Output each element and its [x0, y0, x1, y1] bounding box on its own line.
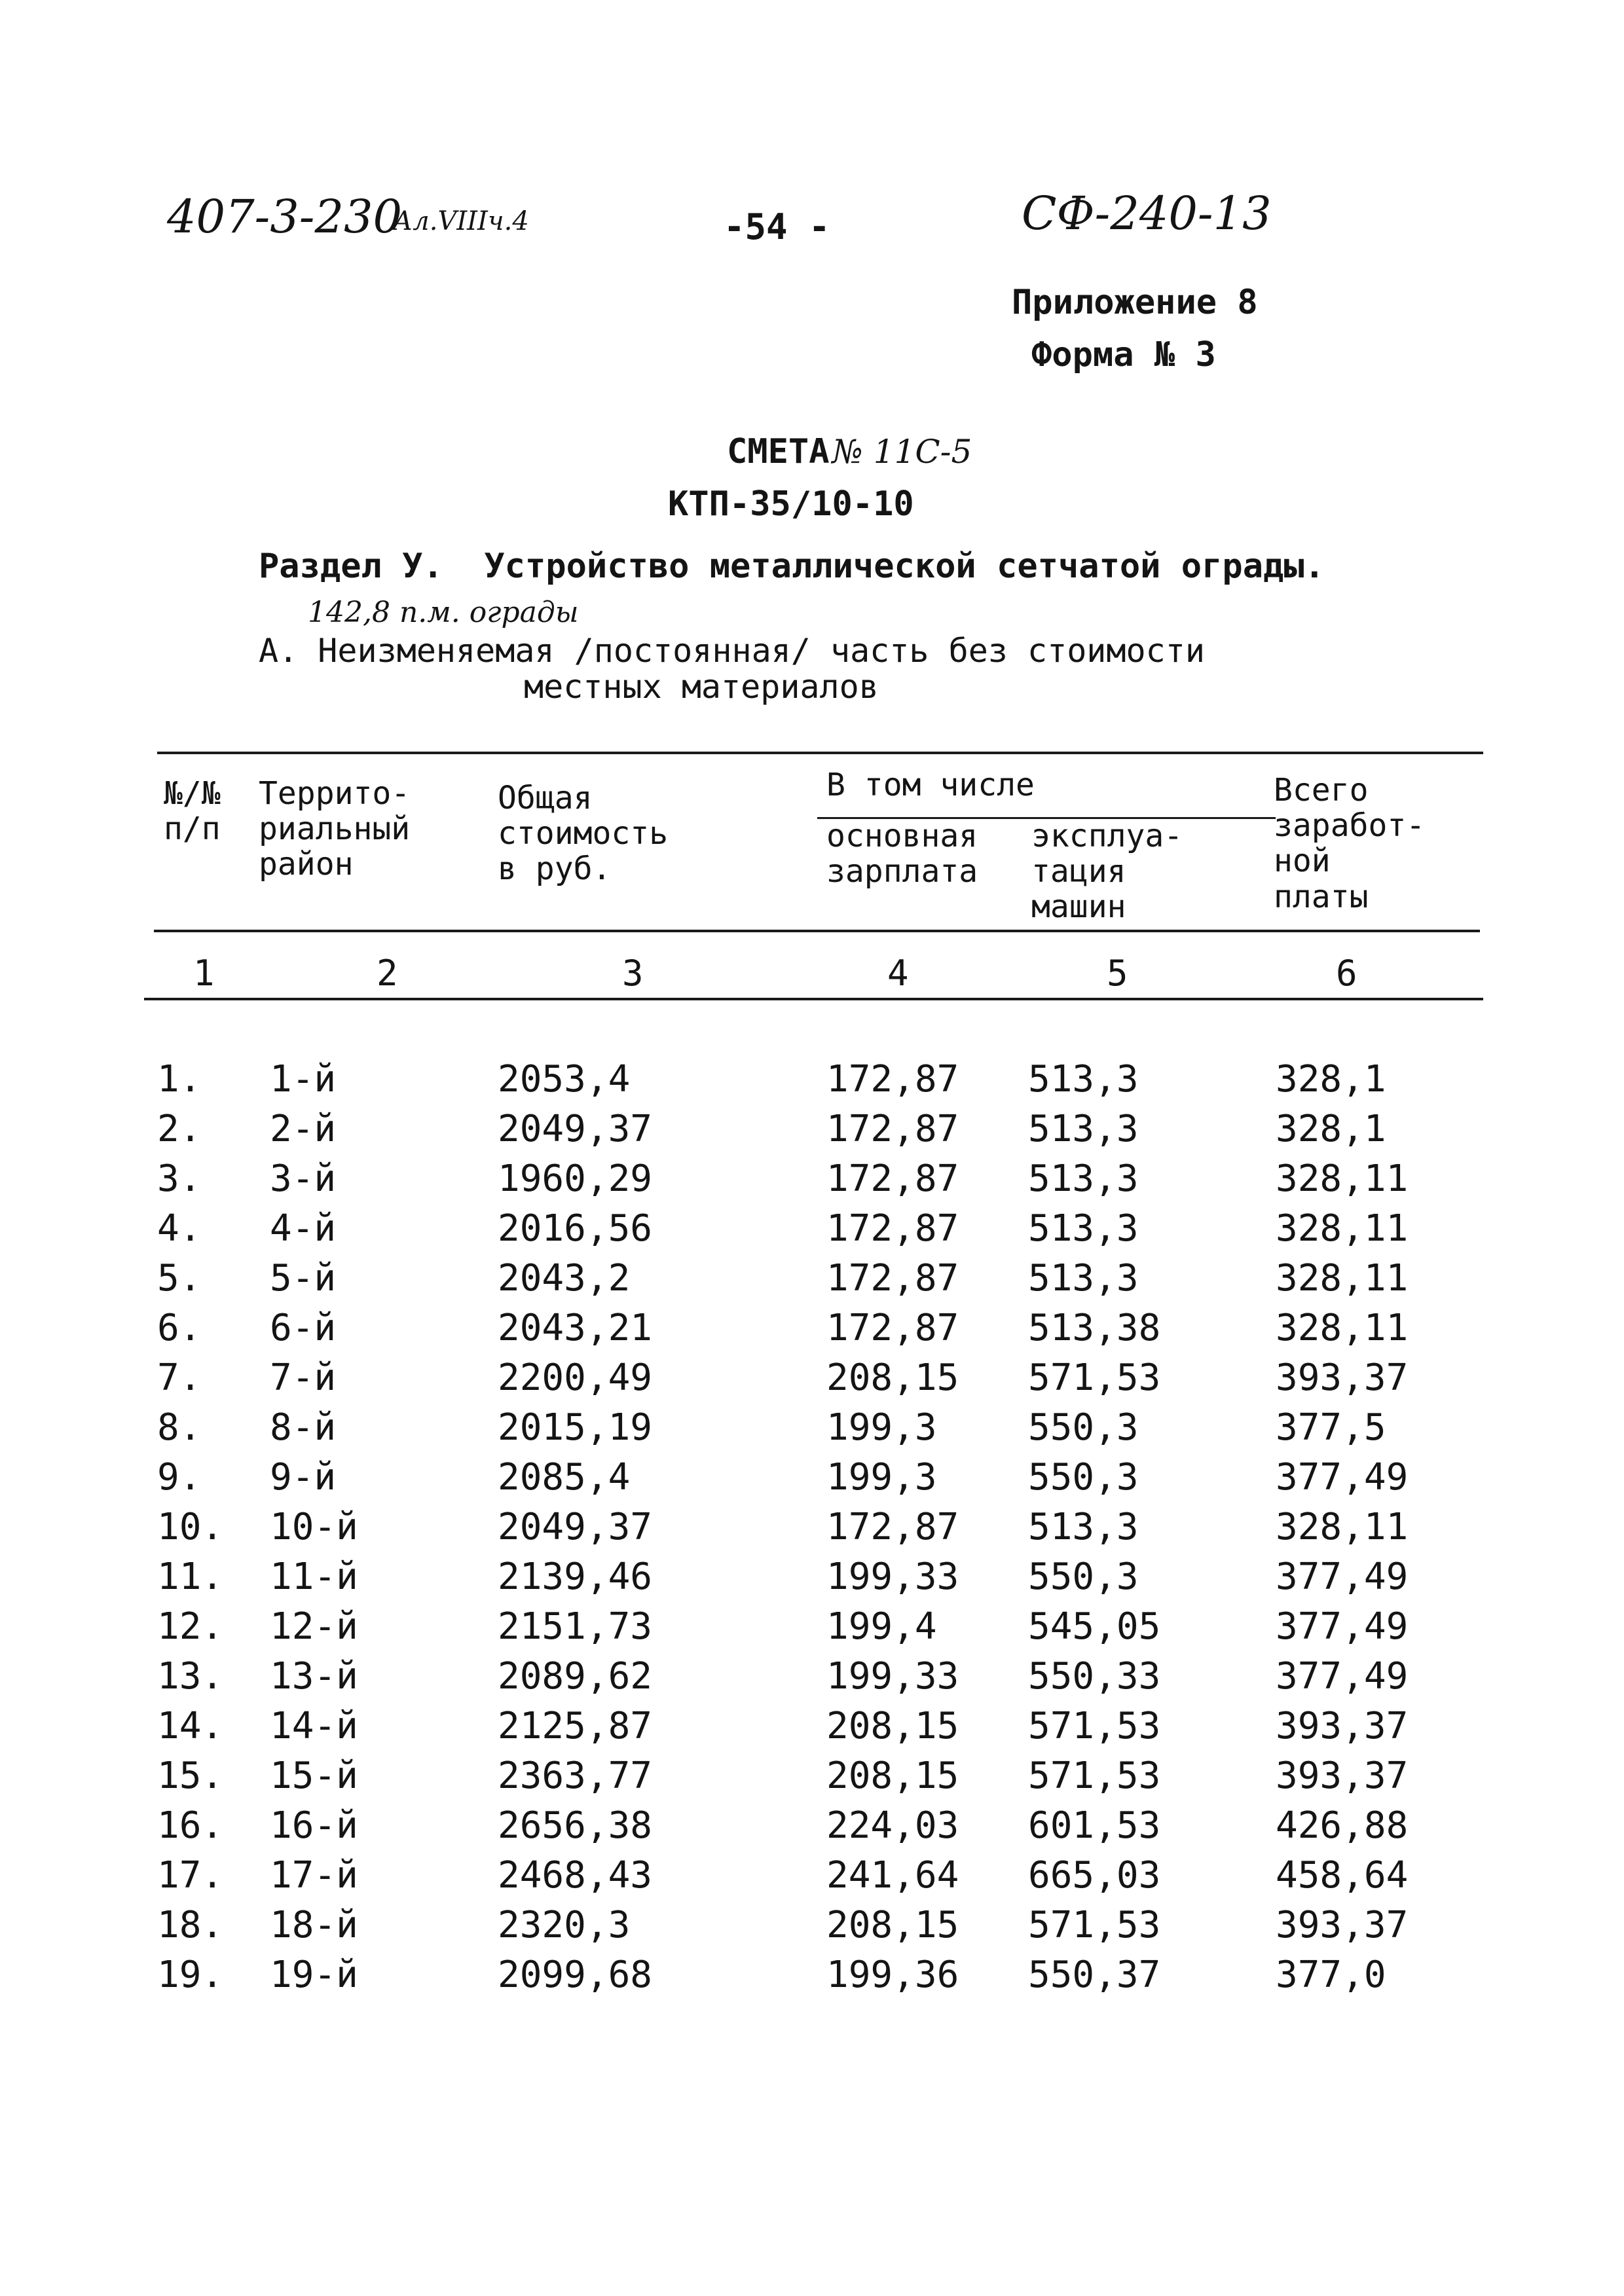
district: 13-й [270, 1654, 358, 1698]
table-row [157, 1800, 1472, 1850]
estimate-table [157, 1054, 1472, 1999]
row-number: 13. [157, 1654, 224, 1698]
district: 10-й [270, 1505, 358, 1548]
base-salary: 199,36 [826, 1953, 959, 1996]
row-number: 11. [157, 1555, 224, 1598]
total-wages: 393,37 [1276, 1704, 1409, 1747]
smeta-title [727, 432, 972, 471]
object-title: КТП-35/10-10 [668, 484, 914, 524]
total-cost: 1960,29 [498, 1157, 653, 1200]
total-wages: 393,37 [1276, 1356, 1409, 1399]
machine-operation: 513,38 [1028, 1306, 1161, 1349]
table-row [157, 1552, 1472, 1601]
table-row [157, 1402, 1472, 1452]
base-salary: 208,15 [826, 1356, 959, 1399]
total-cost: 2016,56 [498, 1207, 653, 1250]
base-salary: 199,33 [826, 1654, 959, 1698]
row-number: 5. [157, 1256, 202, 1300]
table-row [157, 1203, 1472, 1253]
form-label: Форма № 3 [1031, 335, 1216, 374]
table-row [157, 1751, 1472, 1800]
row-number: 10. [157, 1505, 224, 1548]
base-salary: 199,3 [826, 1455, 937, 1499]
header-including-group: В том числе [826, 767, 1035, 803]
base-salary: 208,15 [826, 1754, 959, 1797]
district: 19-й [270, 1953, 358, 1996]
base-salary: 208,15 [826, 1903, 959, 1946]
district: 18-й [270, 1903, 358, 1946]
header-row-number: №/№ п/п [164, 775, 221, 848]
column-number-3: 3 [622, 953, 644, 994]
machine-operation: 571,53 [1028, 1903, 1161, 1946]
table-top-rule [157, 752, 1483, 754]
header-total-wages: Всего заработ- ной платы [1274, 772, 1426, 915]
total-cost: 2043,2 [498, 1256, 631, 1300]
header-base-salary: основная зарплата [826, 818, 978, 890]
base-salary: 199,3 [826, 1406, 937, 1449]
section-heading: Раздел У. Устройство металлической сетчатой ограды. [259, 547, 1325, 586]
base-salary: 172,87 [826, 1157, 959, 1200]
base-salary: 208,15 [826, 1704, 959, 1747]
column-number-4: 4 [887, 953, 909, 994]
column-number-5: 5 [1107, 953, 1128, 994]
row-number: 19. [157, 1953, 224, 1996]
district: 9-й [270, 1455, 337, 1499]
header-machine-operation: эксплуа- тация машин [1031, 818, 1183, 926]
part-a-subheading: местных материалов [524, 668, 879, 706]
row-number: 9. [157, 1455, 202, 1499]
row-number: 14. [157, 1704, 224, 1747]
total-wages: 328,11 [1276, 1505, 1409, 1548]
machine-operation: 513,3 [1028, 1157, 1139, 1200]
total-cost: 2656,38 [498, 1804, 653, 1847]
base-salary: 241,64 [826, 1853, 959, 1897]
total-cost: 2151,73 [498, 1605, 653, 1648]
machine-operation: 550,3 [1028, 1406, 1139, 1449]
total-wages: 377,49 [1276, 1654, 1409, 1698]
document-album-suffix: Ал.VIIIч.4 [393, 206, 529, 236]
district: 4-й [270, 1207, 337, 1250]
machine-operation: 665,03 [1028, 1853, 1161, 1897]
column-number-6: 6 [1336, 953, 1357, 994]
district: 16-й [270, 1804, 358, 1847]
table-row [157, 1104, 1472, 1154]
district: 14-й [270, 1704, 358, 1747]
smeta-number: № 11С-5 [832, 433, 972, 471]
machine-operation: 550,3 [1028, 1555, 1139, 1598]
row-number: 4. [157, 1207, 202, 1250]
column-number-2: 2 [377, 953, 398, 994]
district: 17-й [270, 1853, 358, 1897]
table-row [157, 1701, 1472, 1751]
base-salary: 224,03 [826, 1804, 959, 1847]
table-row [157, 1353, 1472, 1402]
table-row [157, 1303, 1472, 1353]
total-wages: 377,5 [1276, 1406, 1386, 1449]
row-number: 18. [157, 1903, 224, 1946]
column-numbers-rule [144, 998, 1483, 1000]
machine-operation: 601,53 [1028, 1804, 1161, 1847]
total-cost: 2200,49 [498, 1356, 653, 1399]
total-wages: 328,11 [1276, 1306, 1409, 1349]
district: 5-й [270, 1256, 337, 1300]
total-wages: 328,11 [1276, 1157, 1409, 1200]
row-number: 6. [157, 1306, 202, 1349]
table-row [157, 1452, 1472, 1502]
table-row [157, 1253, 1472, 1303]
table-row [157, 1900, 1472, 1950]
total-cost: 2049,37 [498, 1107, 653, 1150]
machine-operation: 571,53 [1028, 1754, 1161, 1797]
district: 12-й [270, 1605, 358, 1648]
total-wages: 377,49 [1276, 1455, 1409, 1499]
total-cost: 2049,37 [498, 1505, 653, 1548]
row-number: 7. [157, 1356, 202, 1399]
part-a-heading: А. Неизменяемая /постоянная/ часть без стоимости [259, 632, 1205, 670]
total-wages: 458,64 [1276, 1853, 1409, 1897]
row-number: 2. [157, 1107, 202, 1150]
column-number-1: 1 [193, 953, 215, 994]
base-salary: 172,87 [826, 1107, 959, 1150]
total-cost: 2363,77 [498, 1754, 653, 1797]
header-bottom-rule [154, 930, 1480, 932]
base-salary: 172,87 [826, 1505, 959, 1548]
total-cost: 2468,43 [498, 1853, 653, 1897]
base-salary: 199,33 [826, 1555, 959, 1598]
base-salary: 172,87 [826, 1057, 959, 1101]
appendix-label: Приложение 8 [1012, 283, 1258, 322]
page-number: -54 - [724, 206, 830, 247]
machine-operation: 550,33 [1028, 1654, 1161, 1698]
total-cost: 2320,3 [498, 1903, 631, 1946]
total-wages: 328,1 [1276, 1107, 1386, 1150]
total-wages: 328,11 [1276, 1207, 1409, 1250]
machine-operation: 513,3 [1028, 1207, 1139, 1250]
district: 7-й [270, 1356, 337, 1399]
table-row [157, 1601, 1472, 1651]
total-wages: 426,88 [1276, 1804, 1409, 1847]
sheet-code: СФ-240-13 [1022, 187, 1272, 240]
total-cost: 2053,4 [498, 1057, 631, 1101]
district: 2-й [270, 1107, 337, 1150]
machine-operation: 545,05 [1028, 1605, 1161, 1648]
row-number: 3. [157, 1157, 202, 1200]
total-wages: 377,49 [1276, 1605, 1409, 1648]
total-cost: 2099,68 [498, 1953, 653, 1996]
quantity-note: 142,8 п.м. ограды [308, 596, 579, 629]
total-cost: 2085,4 [498, 1455, 631, 1499]
row-number: 1. [157, 1057, 202, 1101]
machine-operation: 513,3 [1028, 1256, 1139, 1300]
district: 1-й [270, 1057, 337, 1101]
base-salary: 172,87 [826, 1207, 959, 1250]
total-wages: 377,0 [1276, 1953, 1386, 1996]
table-row [157, 1054, 1472, 1104]
base-salary: 199,4 [826, 1605, 937, 1648]
document-code: 407-3-230 [167, 190, 403, 244]
total-wages: 393,37 [1276, 1754, 1409, 1797]
table-row [157, 1502, 1472, 1552]
base-salary: 172,87 [826, 1306, 959, 1349]
total-wages: 328,1 [1276, 1057, 1386, 1101]
district: 8-й [270, 1406, 337, 1449]
table-row [157, 1950, 1472, 1999]
machine-operation: 571,53 [1028, 1704, 1161, 1747]
base-salary: 172,87 [826, 1256, 959, 1300]
total-cost: 2139,46 [498, 1555, 653, 1598]
total-wages: 377,49 [1276, 1555, 1409, 1598]
row-number: 17. [157, 1853, 224, 1897]
row-number: 12. [157, 1605, 224, 1648]
district: 6-й [270, 1306, 337, 1349]
row-number: 16. [157, 1804, 224, 1847]
table-row [157, 1154, 1472, 1203]
row-number: 8. [157, 1406, 202, 1449]
total-cost: 2043,21 [498, 1306, 653, 1349]
machine-operation: 513,3 [1028, 1505, 1139, 1548]
total-cost: 2089,62 [498, 1654, 653, 1698]
machine-operation: 550,37 [1028, 1953, 1161, 1996]
total-wages: 393,37 [1276, 1903, 1409, 1946]
district: 15-й [270, 1754, 358, 1797]
machine-operation: 513,3 [1028, 1107, 1139, 1150]
machine-operation: 550,3 [1028, 1455, 1139, 1499]
row-number: 15. [157, 1754, 224, 1797]
total-cost: 2125,87 [498, 1704, 653, 1747]
machine-operation: 571,53 [1028, 1356, 1161, 1399]
total-wages: 328,11 [1276, 1256, 1409, 1300]
smeta-label: СМЕТА [727, 432, 830, 471]
table-row [157, 1651, 1472, 1701]
header-total-cost: Общая стоимость в руб. [498, 780, 669, 888]
machine-operation: 513,3 [1028, 1057, 1139, 1101]
header-territorial-district: Террито- риальный район [259, 775, 411, 883]
district: 3-й [270, 1157, 337, 1200]
total-cost: 2015,19 [498, 1406, 653, 1449]
district: 11-й [270, 1555, 358, 1598]
table-row [157, 1850, 1472, 1900]
